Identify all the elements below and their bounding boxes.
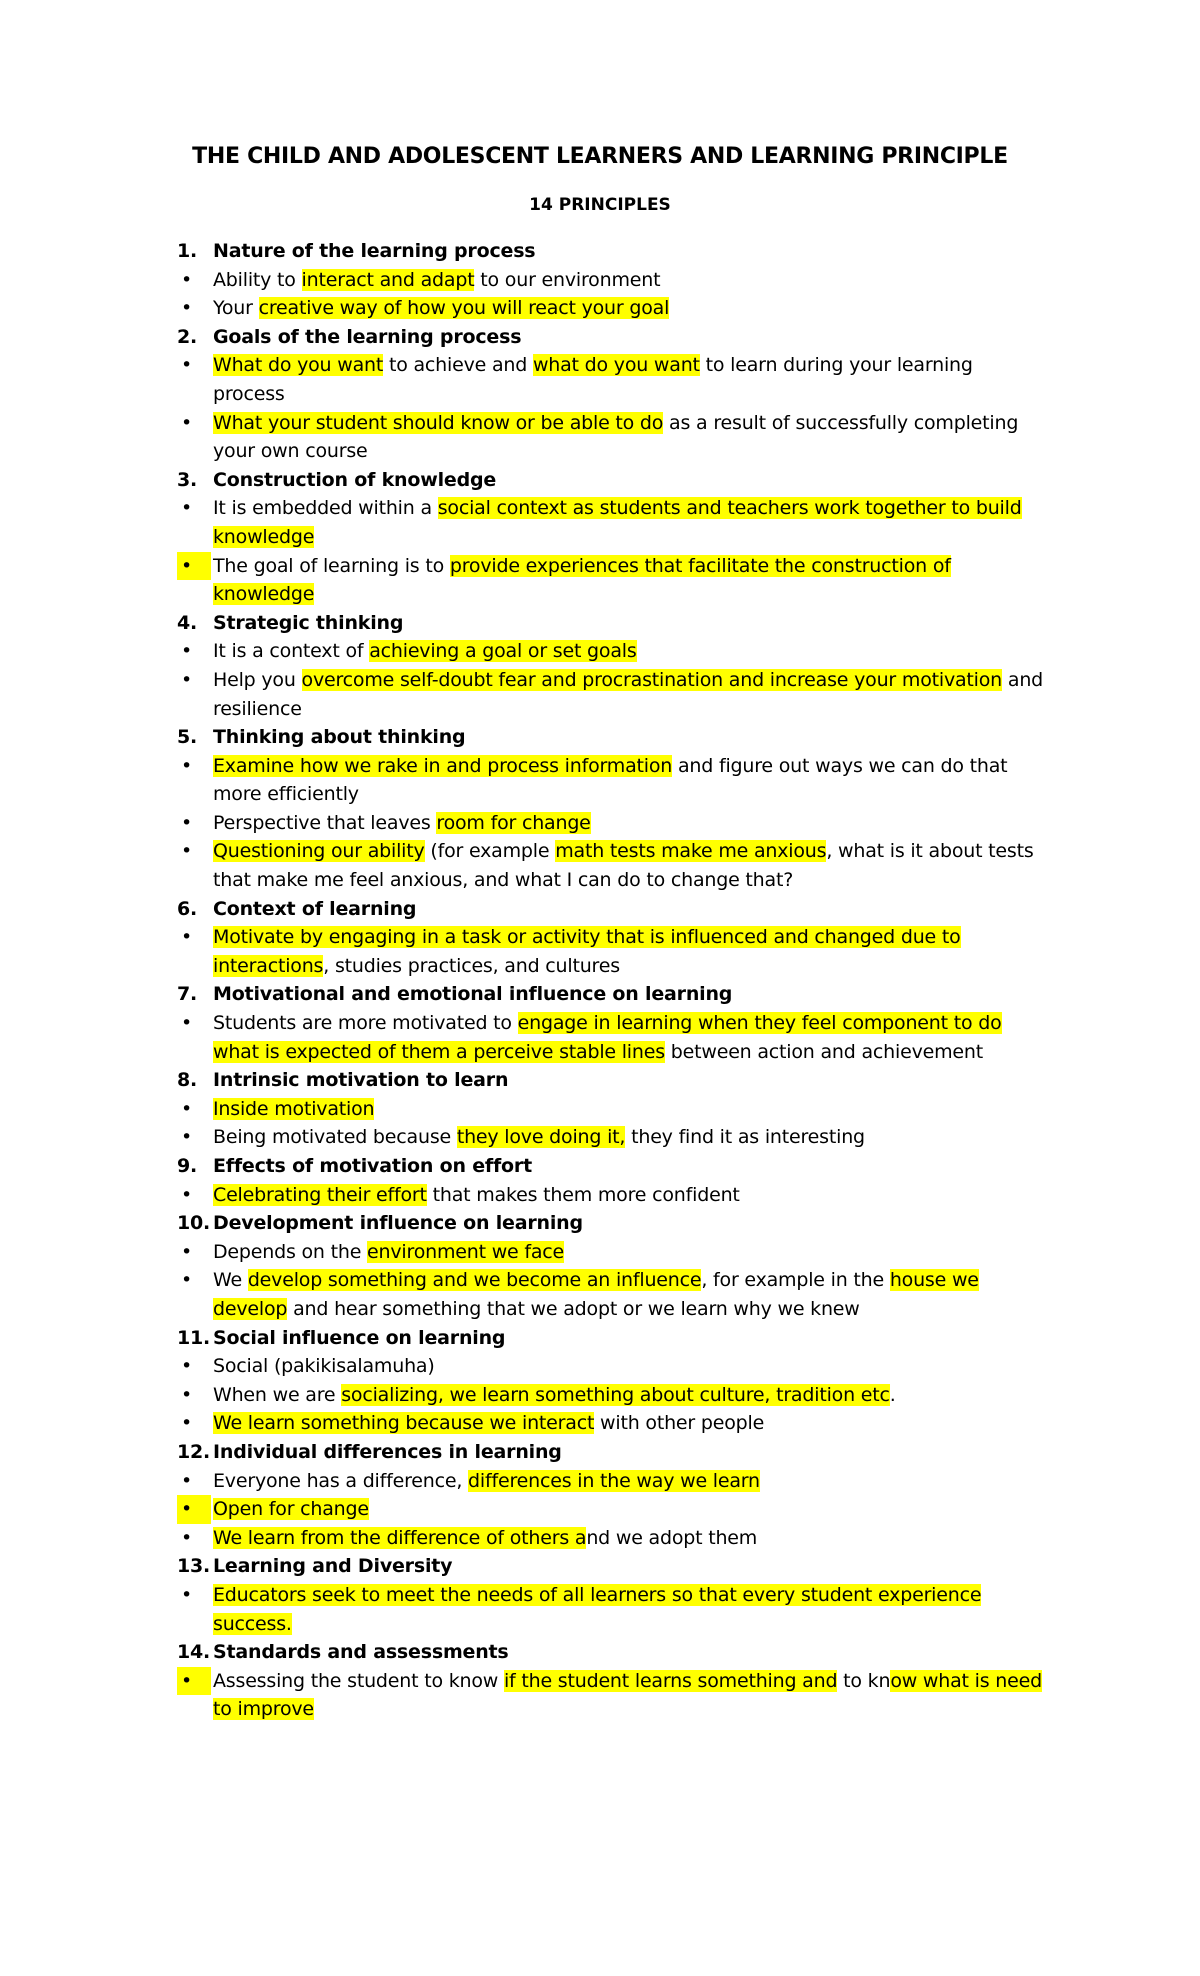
principle-title: Standards and assessments <box>213 1641 509 1664</box>
principle-title: Goals of the learning process <box>213 325 522 348</box>
principle-number: 2. <box>177 325 198 348</box>
body-text: Your <box>213 297 259 320</box>
highlighted-text: if the student learns something and <box>503 1669 838 1692</box>
highlighted-text: Examine how we rake in and process information <box>213 754 673 777</box>
body-text: and figure out ways we can do that more efficiently <box>213 754 1008 806</box>
bullet-dot-icon: • <box>181 926 193 949</box>
bullet-item <box>177 1495 1047 1524</box>
principle-heading <box>177 1152 1047 1181</box>
bullet-item <box>177 809 1047 838</box>
bullet-dot-icon: • <box>181 268 193 291</box>
principle-heading <box>177 895 1047 924</box>
bullet-item <box>177 1524 1047 1553</box>
bullet-dot-icon: • <box>181 1383 193 1406</box>
bullet-item <box>177 837 1047 894</box>
highlighted-text: house we develop <box>213 1269 979 1320</box>
bullet-dot-icon: • <box>181 840 193 863</box>
highlighted-text: Questioning our ability <box>213 840 425 863</box>
principle-number: 7. <box>177 983 198 1006</box>
highlighted-text: differences in the way we learn <box>468 1469 760 1492</box>
bullet-item <box>177 494 1047 551</box>
body-text: , for example in the <box>701 1269 890 1292</box>
body-text: (for example <box>424 840 556 863</box>
body-text: Assessing the student to know <box>213 1669 504 1692</box>
highlighted-text: We learn from the difference of others a <box>213 1526 587 1549</box>
highlighted-text: Motivate by engaging in a task or activity that is influenced and changed due to interactions <box>213 926 961 977</box>
bullet-item <box>177 1409 1047 1438</box>
principle-heading <box>177 609 1047 638</box>
bullet-item <box>177 1238 1047 1267</box>
highlighted-text: overcome self-doubt fear and procrastination and increase your motivation <box>301 668 1003 691</box>
bullet-dot-icon: • <box>181 297 193 320</box>
body-text: and hear something that we adopt or we learn why we knew <box>287 1297 860 1320</box>
bullet-item <box>177 637 1047 666</box>
principle-title: Development influence on learning <box>213 1212 583 1235</box>
highlighted-text: math tests make me anxious <box>555 840 827 863</box>
highlighted-text: Celebrating their effort <box>213 1183 427 1206</box>
highlighted-text: Open for change <box>213 1498 369 1521</box>
body-text: It is embedded within a <box>213 497 438 520</box>
body-text: as a result of successfully completing your own course <box>213 411 1019 463</box>
body-text: Perspective that leaves <box>213 811 437 834</box>
highlighted-text: Educators seek to meet the needs of all learners so that every student experience success. <box>213 1583 982 1635</box>
body-text: to our environment <box>474 268 661 291</box>
principle-heading <box>177 1438 1047 1467</box>
highlighted-text: What do you want <box>213 354 384 377</box>
body-text: It is a context of <box>213 640 370 663</box>
bullet-dot-icon: • <box>181 497 193 520</box>
body-text: to learn during your learning process <box>213 354 973 405</box>
body-text: We <box>213 1269 248 1292</box>
principle-heading <box>177 1209 1047 1238</box>
principle-number: 13. <box>177 1555 211 1578</box>
bullet-dot-icon: • <box>181 354 193 377</box>
principle-number: 3. <box>177 468 198 491</box>
body-text: to kn <box>837 1669 891 1692</box>
principle-heading <box>177 1066 1047 1095</box>
principle-heading <box>177 1324 1047 1353</box>
bullet-dot-icon: • <box>177 1495 211 1524</box>
highlighted-text: creative way of how you will react your goal <box>258 297 670 320</box>
bullet-dot-icon: • <box>181 1412 193 1435</box>
body-text: The goal of learning is to <box>213 554 450 577</box>
bullet-dot-icon: • <box>181 1012 193 1035</box>
body-text: , studies practices, and cultures <box>323 954 620 977</box>
highlighted-text: ow what is need to improve <box>213 1669 1042 1721</box>
bullet-item <box>177 1581 1047 1638</box>
body-text: Social (pakikisalamuha) <box>213 1355 435 1378</box>
bullet-dot-icon: • <box>181 1240 193 1263</box>
bullet-dot-icon: • <box>177 1667 211 1696</box>
bullet-item <box>177 294 1047 323</box>
bullet-item <box>177 266 1047 295</box>
bullet-item <box>177 1181 1047 1210</box>
bullet-dot-icon: • <box>181 1183 193 1206</box>
body-text: to achieve and <box>383 354 533 377</box>
principle-number: 10. <box>177 1212 211 1235</box>
bullet-dot-icon: • <box>181 1583 193 1606</box>
bullet-item <box>177 923 1047 980</box>
highlighted-text: environment we face <box>367 1240 565 1263</box>
body-text: Students are more motivated to <box>213 1012 518 1035</box>
body-text: Ability to <box>213 268 302 291</box>
highlighted-text: We learn something because we interact <box>213 1412 595 1435</box>
principle-title: Thinking about thinking <box>213 726 466 749</box>
highlighted-text: What your student should know or be able to do <box>213 411 664 434</box>
bullet-dot-icon: • <box>181 1526 193 1549</box>
body-text: they find it as interesting <box>625 1126 865 1149</box>
highlighted-text: what do you want <box>532 354 700 377</box>
body-text: . <box>889 1383 896 1406</box>
bullet-item <box>177 351 1047 408</box>
bullet-dot-icon: • <box>177 552 211 581</box>
bullet-item <box>177 409 1047 466</box>
highlighted-text: develop something and we become an influence <box>247 1269 702 1292</box>
highlighted-text: engage in learning when they feel component to do what is expected of them a perceive stable lines <box>213 1012 1002 1063</box>
principle-title: Effects of motivation on effort <box>213 1155 532 1177</box>
principles-list <box>177 237 1047 1724</box>
highlighted-text: they love doing it, <box>456 1126 626 1149</box>
principle-number: 6. <box>177 897 198 920</box>
bullet-item <box>177 1266 1047 1323</box>
principle-heading <box>177 1552 1047 1581</box>
bullet-dot-icon: • <box>181 1269 193 1292</box>
principle-title: Construction of knowledge <box>213 468 497 491</box>
principle-number: 12. <box>177 1440 211 1463</box>
body-text: and resilience <box>213 668 1044 720</box>
body-text: Help you <box>213 668 302 691</box>
document-title: THE CHILD AND ADOLESCENT LEARNERS AND LEARNING PRINCIPLE <box>192 144 1008 169</box>
principle-title: Social influence on learning <box>213 1326 506 1349</box>
principle-title: Strategic thinking <box>213 611 404 634</box>
principle-number: 14. <box>177 1641 211 1664</box>
body-text: Being motivated because <box>213 1126 457 1149</box>
bullet-dot-icon: • <box>181 1126 193 1149</box>
body-text: Everyone has a difference, <box>213 1469 469 1492</box>
bullet-item <box>177 1123 1047 1152</box>
body-text: between action and achievement <box>664 1040 983 1063</box>
bullet-dot-icon: • <box>181 1355 193 1378</box>
bullet-item <box>177 1381 1047 1410</box>
bullet-dot-icon: • <box>181 411 193 434</box>
highlighted-text: achieving a goal or set goals <box>369 640 637 663</box>
document-subtitle: 14 PRINCIPLES <box>529 195 671 215</box>
principle-heading <box>177 323 1047 352</box>
highlighted-text: provide experiences that facilitate the construction of knowledge <box>213 554 951 606</box>
highlighted-text: interact and adapt <box>301 268 475 291</box>
body-text: with other people <box>594 1412 765 1435</box>
principle-number: 5. <box>177 726 198 749</box>
bullet-dot-icon: • <box>181 754 193 777</box>
principle-title: Context of learning <box>213 897 417 920</box>
principle-heading <box>177 237 1047 266</box>
bullet-item <box>177 1009 1047 1066</box>
bullet-item <box>177 1352 1047 1381</box>
bullet-item <box>177 752 1047 809</box>
principle-heading <box>177 723 1047 752</box>
principle-title: Learning and Diversity <box>213 1555 453 1578</box>
highlighted-text: social context as students and teachers work together to build knowledge <box>213 497 1022 548</box>
body-text: , what is it about tests that make me feel anxious, and what I can do to change that? <box>213 840 1034 892</box>
body-text: When we are <box>213 1383 342 1406</box>
principle-title: Motivational and emotional influence on learning <box>213 983 733 1006</box>
principle-title: Intrinsic motivation to learn <box>213 1069 509 1092</box>
principle-number: 11. <box>177 1326 211 1349</box>
highlighted-text: room for change <box>436 811 591 834</box>
bullet-dot-icon: • <box>181 1097 193 1120</box>
highlighted-text: socializing, we learn something about culture, tradition etc <box>341 1383 890 1406</box>
principle-heading <box>177 980 1047 1009</box>
bullet-item <box>177 1095 1047 1124</box>
bullet-item <box>177 552 1047 609</box>
bullet-dot-icon: • <box>181 668 193 691</box>
bullet-dot-icon: • <box>181 1469 193 1492</box>
highlighted-text: Inside motivation <box>213 1097 375 1120</box>
principle-title: Individual differences in learning <box>213 1440 562 1463</box>
bullet-item <box>177 666 1047 723</box>
bullet-dot-icon: • <box>181 640 193 663</box>
principle-number: 8. <box>177 1069 198 1092</box>
principle-heading <box>177 466 1047 495</box>
principle-heading <box>177 1638 1047 1667</box>
principle-number: 4. <box>177 611 198 634</box>
principle-number: 1. <box>177 240 198 262</box>
principle-number: 9. <box>177 1155 198 1177</box>
body-text: that makes them more confident <box>426 1183 740 1206</box>
body-text: nd we adopt them <box>586 1526 758 1549</box>
bullet-dot-icon: • <box>181 811 193 834</box>
bullet-item <box>177 1467 1047 1496</box>
principle-title: Nature of the learning process <box>213 240 536 262</box>
bullet-item <box>177 1667 1047 1724</box>
body-text: Depends on the <box>213 1240 368 1263</box>
